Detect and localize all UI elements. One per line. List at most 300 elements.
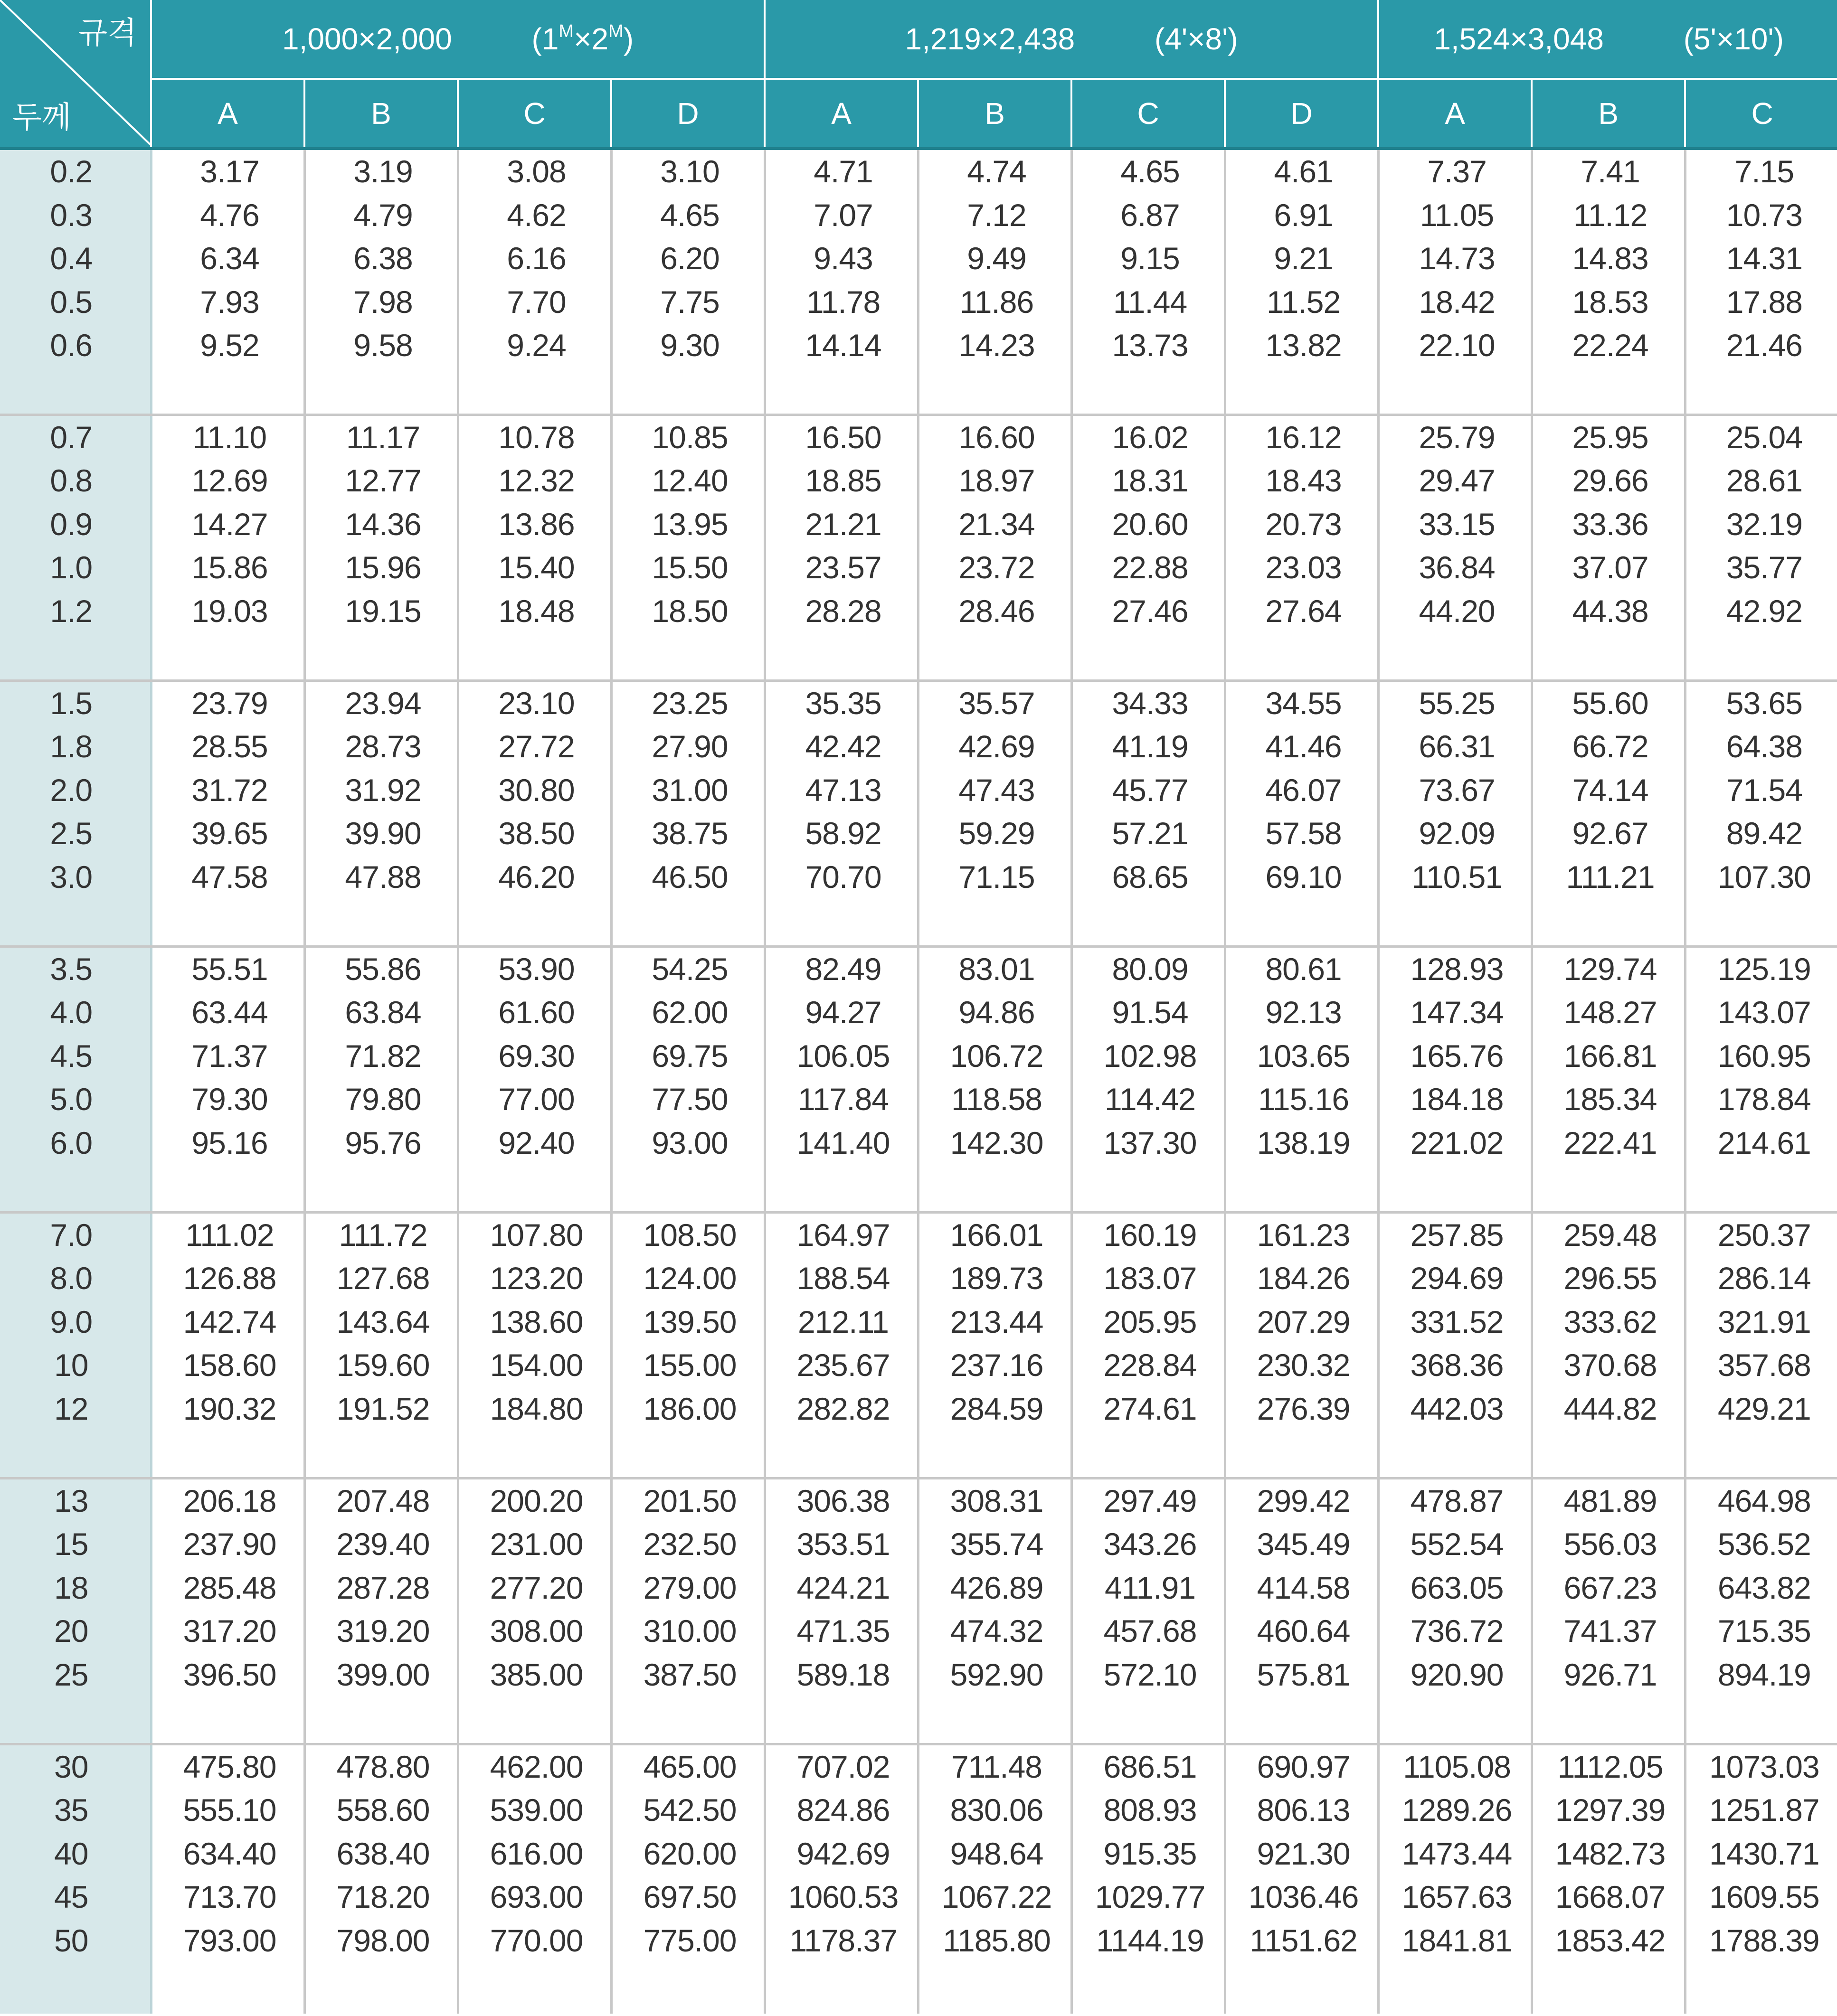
weight-value: 27.64 [1265, 593, 1342, 629]
weight-value: 14.27 [191, 506, 268, 542]
weight-value: 92.09 [1419, 816, 1495, 851]
weight-cell [458, 149, 611, 415]
table-row-group [0, 1744, 1837, 2014]
weight-cell [1532, 1744, 1685, 2014]
weight-value: 7.41 [1581, 154, 1640, 189]
weight-value: 6.91 [1274, 197, 1333, 233]
weight-value: 148.27 [1563, 995, 1657, 1030]
weight-value: 1251.87 [1709, 1792, 1819, 1828]
weight-value: 4.61 [1274, 154, 1333, 189]
weight-value: 200.20 [490, 1483, 583, 1518]
weight-value: 18.42 [1419, 284, 1495, 320]
weight-value: 707.02 [796, 1749, 890, 1784]
weight-value: 667.23 [1563, 1570, 1657, 1605]
weight-cell [1532, 415, 1685, 680]
weight-value: 143.64 [336, 1304, 430, 1339]
weight-value: 42.92 [1726, 593, 1802, 629]
weight-value: 1185.80 [943, 1922, 1051, 1958]
thickness-value: 0.7 [50, 419, 93, 455]
weight-value: 1853.42 [1555, 1922, 1666, 1958]
weight-value: 154.00 [490, 1347, 583, 1383]
weight-value: 1788.39 [1709, 1922, 1819, 1958]
weight-value: 77.50 [652, 1082, 728, 1117]
thickness-value: 5.0 [50, 1082, 93, 1117]
thickness-value: 10 [54, 1347, 88, 1383]
thickness-value: 30 [54, 1749, 88, 1784]
weight-value: 158.60 [183, 1347, 276, 1383]
weight-value: 57.21 [1112, 816, 1188, 851]
weight-cell [765, 1744, 918, 2014]
weight-value: 370.68 [1563, 1347, 1657, 1383]
grade-header: C [1685, 79, 1837, 149]
table-body [0, 149, 1837, 2014]
weight-value: 93.00 [652, 1125, 728, 1160]
weight-value: 9.43 [814, 241, 873, 276]
grade-header: A [765, 79, 918, 149]
weight-value: 711.48 [951, 1749, 1042, 1784]
weight-cell [765, 415, 918, 680]
weight-value: 106.72 [950, 1038, 1043, 1074]
weight-value: 13.95 [652, 506, 728, 542]
weight-value: 718.20 [336, 1879, 430, 1914]
weight-value: 3.10 [660, 154, 720, 189]
weight-value: 555.10 [183, 1792, 276, 1828]
weight-value: 35.57 [958, 685, 1035, 721]
weight-cell [1532, 149, 1685, 415]
weight-value: 142.30 [950, 1125, 1043, 1160]
weight-value: 166.81 [1563, 1038, 1657, 1074]
weight-cell [1071, 946, 1225, 1212]
weight-value: 183.07 [1103, 1261, 1197, 1296]
weight-value: 308.31 [950, 1483, 1043, 1518]
weight-cell [1378, 1744, 1532, 2014]
weight-value: 102.98 [1103, 1038, 1197, 1074]
grade-header: D [1225, 79, 1378, 149]
weight-value: 23.10 [498, 685, 575, 721]
weight-value: 575.81 [1257, 1657, 1350, 1692]
weight-value: 297.49 [1103, 1483, 1197, 1518]
weight-value: 6.87 [1120, 197, 1180, 233]
weight-value: 250.37 [1717, 1217, 1811, 1253]
weight-value: 14.36 [345, 506, 421, 542]
spec-label: 규격 [78, 16, 137, 50]
weight-value: 920.90 [1410, 1657, 1504, 1692]
weight-value: 155.00 [643, 1347, 737, 1383]
weight-value: 6.34 [200, 241, 259, 276]
weight-value: 92.67 [1572, 816, 1648, 851]
weight-value: 127.68 [336, 1261, 430, 1296]
weight-value: 11.05 [1420, 197, 1494, 233]
weight-cell [1378, 1212, 1532, 1478]
weight-cell [1225, 946, 1378, 1212]
weight-cell [1685, 1744, 1837, 2014]
weight-value: 124.00 [643, 1261, 737, 1296]
weight-cell [1225, 1212, 1378, 1478]
weight-value: 11.78 [806, 284, 881, 320]
weight-value: 53.90 [498, 951, 575, 987]
weight-cell [151, 149, 304, 415]
weight-value: 6.38 [353, 241, 413, 276]
thickness-cell [0, 415, 151, 680]
weight-value: 1289.26 [1401, 1792, 1512, 1828]
weight-value: 948.64 [950, 1836, 1043, 1871]
weight-cell [1071, 149, 1225, 415]
weight-value: 16.50 [805, 419, 881, 455]
weight-value: 1178.37 [789, 1922, 897, 1958]
weight-value: 165.76 [1410, 1038, 1504, 1074]
table-row-group [0, 149, 1837, 415]
weight-value: 106.05 [796, 1038, 890, 1074]
weight-value: 46.07 [1265, 772, 1342, 808]
weight-value: 285.48 [183, 1570, 276, 1605]
weight-value: 20.60 [1112, 506, 1188, 542]
weight-cell [765, 149, 918, 415]
weight-value: 736.72 [1410, 1613, 1504, 1649]
weight-value: 12.69 [191, 463, 268, 498]
weight-value: 47.58 [191, 859, 268, 895]
weight-value: 457.68 [1103, 1613, 1197, 1649]
weight-value: 39.90 [345, 816, 421, 851]
weight-value: 33.36 [1572, 506, 1648, 542]
weight-value: 232.50 [643, 1526, 737, 1562]
weight-value: 21.21 [805, 506, 881, 542]
grade-header: D [611, 79, 765, 149]
weight-value: 7.15 [1734, 154, 1794, 189]
thickness-value: 45 [54, 1879, 88, 1914]
group-header-1524x3048 [1378, 0, 1837, 79]
weight-value: 115.16 [1258, 1082, 1349, 1117]
weight-cell [1071, 1212, 1225, 1478]
weight-value: 11.10 [192, 419, 267, 455]
thickness-value: 13 [54, 1483, 88, 1518]
weight-value: 25.04 [1726, 419, 1802, 455]
weight-value: 34.33 [1112, 685, 1188, 721]
thickness-cell [0, 946, 151, 1212]
thickness-value: 15 [54, 1526, 88, 1562]
weight-value: 481.89 [1563, 1483, 1657, 1518]
weight-value: 257.85 [1410, 1217, 1504, 1253]
weight-value: 138.19 [1257, 1125, 1350, 1160]
weight-cell [1685, 415, 1837, 680]
weight-value: 28.28 [805, 593, 881, 629]
grade-header: B [918, 79, 1071, 149]
weight-value: 33.15 [1419, 506, 1495, 542]
weight-value: 23.72 [958, 550, 1035, 585]
weight-value: 69.30 [498, 1038, 575, 1074]
weight-value: 4.62 [507, 197, 566, 233]
thickness-cell [0, 1478, 151, 1744]
thickness-value: 0.4 [50, 241, 93, 276]
weight-value: 542.50 [643, 1792, 737, 1828]
weight-value: 9.30 [660, 328, 720, 363]
weight-value: 143.07 [1717, 995, 1811, 1030]
weight-value: 14.83 [1572, 241, 1648, 276]
weight-value: 713.70 [183, 1879, 276, 1914]
thickness-value: 3.5 [50, 951, 93, 987]
weight-value: 55.25 [1419, 685, 1495, 721]
weight-value: 71.82 [345, 1038, 421, 1074]
weight-value: 19.03 [191, 593, 268, 629]
thickness-value: 25 [54, 1657, 88, 1692]
weight-value: 7.12 [967, 197, 1026, 233]
weight-value: 184.26 [1257, 1261, 1350, 1296]
weight-value: 184.80 [490, 1391, 583, 1426]
weight-value: 47.13 [805, 772, 881, 808]
weight-value: 808.93 [1103, 1792, 1197, 1828]
weight-value: 4.76 [200, 197, 259, 233]
weight-value: 471.35 [796, 1613, 890, 1649]
weight-value: 16.12 [1265, 419, 1342, 455]
thickness-value: 1.8 [50, 729, 93, 764]
weight-value: 184.18 [1410, 1082, 1504, 1117]
weight-value: 10.73 [1726, 197, 1802, 233]
weight-value: 230.32 [1257, 1347, 1350, 1383]
group-dimension: 1,000×2,000 [282, 22, 452, 56]
weight-value: 282.82 [796, 1391, 890, 1426]
weight-value: 7.75 [660, 284, 720, 320]
weight-value: 12.32 [498, 463, 575, 498]
weight-cell [1071, 1744, 1225, 2014]
weight-value: 32.19 [1726, 506, 1802, 542]
weight-value: 80.09 [1112, 951, 1188, 987]
weight-value: 277.20 [490, 1570, 583, 1605]
weight-value: 13.82 [1265, 328, 1342, 363]
weight-value: 15.40 [498, 550, 575, 585]
weight-value: 13.73 [1112, 328, 1188, 363]
weight-cell [1071, 1478, 1225, 1744]
weight-value: 942.69 [796, 1836, 890, 1871]
weight-value: 27.46 [1112, 593, 1188, 629]
weight-value: 205.95 [1103, 1304, 1197, 1339]
weight-value: 114.42 [1105, 1082, 1196, 1117]
weight-value: 926.71 [1563, 1657, 1657, 1692]
weight-cell [458, 415, 611, 680]
weight-value: 126.88 [183, 1261, 276, 1296]
weight-value: 221.02 [1410, 1125, 1504, 1160]
weight-value: 21.34 [958, 506, 1035, 542]
weight-value: 44.20 [1419, 593, 1495, 629]
thickness-value: 20 [54, 1613, 88, 1649]
weight-value: 74.14 [1572, 772, 1648, 808]
weight-cell [151, 415, 304, 680]
weight-value: 1430.71 [1709, 1836, 1819, 1871]
weight-cell [765, 946, 918, 1212]
table-row-group [0, 1212, 1837, 1478]
weight-value: 4.71 [814, 154, 873, 189]
thickness-value: 50 [54, 1922, 88, 1958]
weight-value: 478.87 [1410, 1483, 1504, 1518]
weight-value: 286.14 [1717, 1261, 1811, 1296]
weight-value: 10.85 [652, 419, 728, 455]
weight-value: 237.16 [950, 1347, 1043, 1383]
thickness-value: 7.0 [50, 1217, 93, 1253]
weight-value: 775.00 [643, 1922, 737, 1958]
thickness-value: 2.5 [50, 816, 93, 851]
weight-value: 6.16 [507, 241, 566, 276]
weight-value: 29.47 [1419, 463, 1495, 498]
weight-value: 214.61 [1717, 1125, 1811, 1160]
weight-value: 3.08 [507, 154, 566, 189]
weight-value: 1473.44 [1401, 1836, 1512, 1871]
weight-value: 111.02 [185, 1217, 274, 1253]
weight-value: 237.90 [183, 1526, 276, 1562]
weight-value: 69.75 [652, 1038, 728, 1074]
weight-value: 55.86 [345, 951, 421, 987]
weight-value: 22.88 [1112, 550, 1188, 585]
weight-value: 38.50 [498, 816, 575, 851]
weight-value: 11.52 [1266, 284, 1341, 320]
weight-value: 36.84 [1419, 550, 1495, 585]
weight-value: 92.40 [498, 1125, 575, 1160]
weight-value: 47.43 [958, 772, 1035, 808]
weight-cell [1225, 1744, 1378, 2014]
thickness-value: 1.0 [50, 550, 93, 585]
thickness-value: 12 [54, 1391, 88, 1426]
weight-cell [1532, 680, 1685, 946]
weight-value: 28.73 [345, 729, 421, 764]
weight-cell [765, 680, 918, 946]
weight-value: 558.60 [336, 1792, 430, 1828]
weight-value: 387.50 [643, 1657, 737, 1692]
weight-value: 331.52 [1410, 1304, 1504, 1339]
weight-value: 79.30 [191, 1082, 268, 1117]
weight-cell [151, 1478, 304, 1744]
weight-value: 190.32 [183, 1391, 276, 1426]
weight-value: 34.55 [1265, 685, 1342, 721]
weight-value: 643.82 [1717, 1570, 1811, 1605]
weight-value: 319.20 [336, 1613, 430, 1649]
weight-value: 355.74 [950, 1526, 1043, 1562]
weight-value: 11.17 [346, 419, 420, 455]
weight-value: 20.73 [1265, 506, 1342, 542]
weight-value: 411.91 [1105, 1570, 1196, 1605]
weight-value: 10.78 [498, 419, 575, 455]
weight-value: 442.03 [1410, 1391, 1504, 1426]
weight-value: 164.97 [796, 1217, 890, 1253]
weight-cell [151, 1744, 304, 2014]
table-row-group [0, 680, 1837, 946]
weight-value: 28.61 [1726, 463, 1802, 498]
weight-value: 1067.22 [941, 1879, 1052, 1914]
weight-value: 212.11 [798, 1304, 889, 1339]
weight-cell [918, 149, 1071, 415]
weight-value: 92.13 [1265, 995, 1342, 1030]
weight-value: 18.53 [1572, 284, 1648, 320]
weight-value: 95.76 [345, 1125, 421, 1160]
weight-value: 824.86 [796, 1792, 890, 1828]
weight-value: 22.24 [1572, 328, 1648, 363]
weight-value: 45.77 [1112, 772, 1188, 808]
weight-value: 830.06 [950, 1792, 1043, 1828]
weight-cell [611, 1212, 765, 1478]
weight-value: 915.35 [1103, 1836, 1197, 1871]
weight-value: 798.00 [336, 1922, 430, 1958]
weight-value: 73.67 [1419, 772, 1495, 808]
weight-value: 9.58 [353, 328, 413, 363]
weight-value: 6.20 [660, 241, 720, 276]
grade-header: C [1071, 79, 1225, 149]
weight-value: 18.85 [805, 463, 881, 498]
weight-value: 589.18 [796, 1657, 890, 1692]
weight-value: 634.40 [183, 1836, 276, 1871]
weight-value: 414.58 [1257, 1570, 1350, 1605]
weight-value: 107.80 [490, 1217, 583, 1253]
weight-value: 35.35 [805, 685, 881, 721]
weight-value: 64.38 [1726, 729, 1802, 764]
weight-cell [1225, 680, 1378, 946]
weight-value: 160.19 [1103, 1217, 1197, 1253]
weight-value: 147.34 [1410, 995, 1504, 1030]
weight-cell [304, 946, 458, 1212]
thickness-value: 1.5 [50, 685, 93, 721]
weight-value: 83.01 [958, 951, 1035, 987]
weight-value: 207.48 [336, 1483, 430, 1518]
weight-value: 296.55 [1563, 1261, 1657, 1296]
weight-value: 690.97 [1257, 1749, 1350, 1784]
weight-cell [918, 946, 1071, 1212]
weight-value: 79.80 [345, 1082, 421, 1117]
thickness-value: 0.8 [50, 463, 93, 498]
weight-cell [1685, 1212, 1837, 1478]
weight-cell [458, 680, 611, 946]
weight-value: 29.66 [1572, 463, 1648, 498]
weight-value: 1073.03 [1709, 1749, 1819, 1784]
weight-value: 592.90 [950, 1657, 1043, 1692]
weight-value: 15.50 [652, 550, 728, 585]
weight-value: 345.49 [1257, 1526, 1350, 1562]
grade-header: C [458, 79, 611, 149]
weight-cell [1685, 1478, 1837, 1744]
weight-value: 27.72 [498, 729, 575, 764]
weight-cell [611, 415, 765, 680]
weight-value: 137.30 [1103, 1125, 1197, 1160]
weight-value: 80.61 [1265, 951, 1342, 987]
weight-value: 27.90 [652, 729, 728, 764]
thickness-value: 2.0 [50, 772, 93, 808]
weight-value: 61.60 [498, 995, 575, 1030]
thickness-cell [0, 680, 151, 946]
weight-value: 46.20 [498, 859, 575, 895]
grade-header: A [151, 79, 304, 149]
weight-value: 207.29 [1257, 1304, 1350, 1339]
weight-value: 35.77 [1726, 550, 1802, 585]
weight-value: 18.48 [498, 593, 575, 629]
weight-value: 23.94 [345, 685, 421, 721]
weight-value: 16.02 [1112, 419, 1188, 455]
weight-value: 894.19 [1717, 1657, 1811, 1692]
weight-value: 9.52 [200, 328, 259, 363]
weight-cell [458, 1212, 611, 1478]
weight-value: 7.37 [1427, 154, 1487, 189]
weight-cell [304, 1744, 458, 2014]
weight-value: 23.79 [191, 685, 268, 721]
weight-value: 284.59 [950, 1391, 1043, 1426]
weight-value: 13.86 [498, 506, 575, 542]
thickness-cell [0, 149, 151, 415]
weight-value: 30.80 [498, 772, 575, 808]
weight-value: 18.97 [958, 463, 1035, 498]
weight-cell [304, 680, 458, 946]
weight-value: 142.74 [183, 1304, 276, 1339]
weight-value: 429.21 [1717, 1391, 1811, 1426]
weight-value: 58.92 [805, 816, 881, 851]
weight-value: 82.49 [805, 951, 881, 987]
weight-value: 53.65 [1726, 685, 1802, 721]
weight-value: 25.79 [1419, 419, 1495, 455]
weight-value: 7.70 [507, 284, 566, 320]
weight-value: 23.25 [652, 685, 728, 721]
weight-cell [1225, 415, 1378, 680]
